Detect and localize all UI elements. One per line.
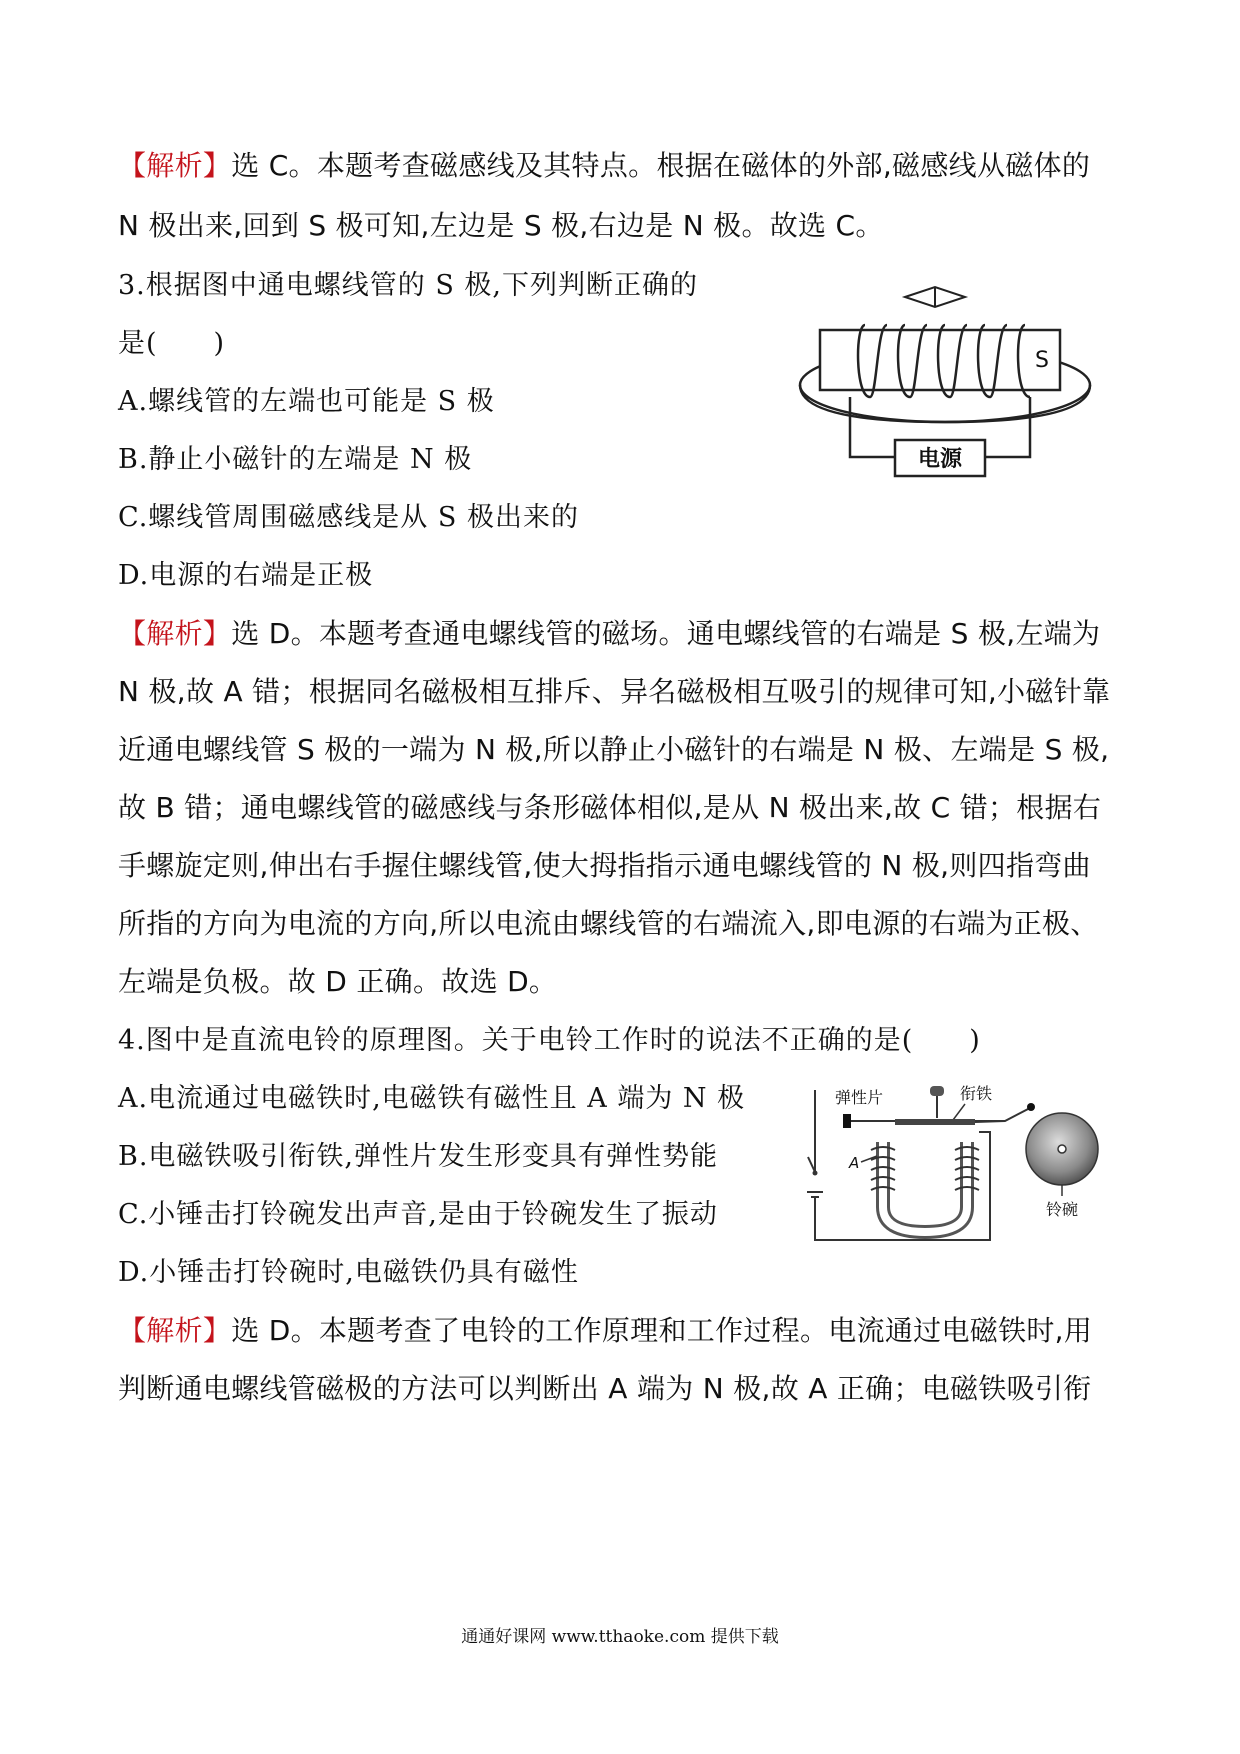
- explanation-3-line-6: 所指的方向为电流的方向,所以电流由螺线管的右端流入,即电源的右端为正极、: [118, 907, 1099, 940]
- question-4-option-a: A.电流通过电磁铁时,电磁铁有磁性且 A 端为 N 极: [118, 1083, 746, 1114]
- explanation-3-line-1: 【解析】选 D。本题考查通电螺线管的磁场。通电螺线管的右端是 S 极,左端为: [118, 617, 1101, 650]
- electromagnet-core: [883, 1142, 967, 1232]
- question-3-option-c: C.螺线管周围磁感线是从 S 极出来的: [118, 502, 579, 533]
- hammer-icon: [1027, 1103, 1035, 1111]
- explanation-4-line-1: 【解析】选 D。本题考查了电铃的工作原理和工作过程。电流通过电磁铁时,用: [118, 1314, 1093, 1347]
- screw-icon: [930, 1086, 944, 1096]
- solenoid-figure: [795, 285, 1095, 500]
- spring-plate-label: 弹性片: [835, 1088, 884, 1107]
- explanation-3-line-7: 左端是负极。故 D 正确。故选 D。: [118, 965, 558, 998]
- question-3-stem-line-1: 3.根据图中通电螺线管的 S 极,下列判断正确的: [118, 270, 699, 301]
- question-4-option-b: B.电磁铁吸引衔铁,弹性片发生形变具有弹性势能: [118, 1141, 719, 1172]
- explanation-2-line-2: N 极出来,回到 S 极可知,左边是 S 极,右边是 N 极。故选 C。: [118, 209, 884, 242]
- question-3-option-b: B.静止小磁针的左端是 N 极: [118, 444, 473, 475]
- explanation-3-line-3: 近通电螺线管 S 极的一端为 N 极,所以静止小磁针的右端是 N 极、左端是 S 极,: [118, 733, 1110, 766]
- explanation-2-line-1: 【解析】选 C。本题考查磁感线及其特点。根据在磁体的外部,磁感线从磁体的: [118, 149, 1091, 182]
- bell-gong-label: 铃碗: [1045, 1200, 1079, 1219]
- question-4-stem: 4.图中是直流电铃的原理图。关于电铃工作时的说法不正确的是( ): [118, 1025, 981, 1056]
- question-3-option-d: D.电源的右端是正极: [118, 560, 374, 591]
- question-4-option-d: D.小锤击打铃碗时,电磁铁仍具有磁性: [118, 1257, 579, 1288]
- question-4-option-c: C.小锤击打铃碗发出声音,是由于铃碗发生了振动: [118, 1199, 718, 1230]
- explanation-3-line-4: 故 B 错；通电螺线管的磁感线与条形磁体相似,是从 N 极出来,故 C 错；根据右: [118, 791, 1102, 824]
- point-a-label: A: [849, 1154, 860, 1172]
- explanation-4-line-2: 判断通电螺线管磁极的方法可以判断出 A 端为 N 极,故 A 正确；电磁铁吸引衔: [118, 1372, 1092, 1405]
- hammer-arm: [975, 1108, 1030, 1122]
- question-3-stem-line-2: 是( ): [118, 328, 226, 359]
- power-source-label: 电源: [917, 447, 963, 472]
- electric-bell-figure: [805, 1072, 1105, 1272]
- armature-label: 衔铁: [960, 1084, 993, 1103]
- switch-icon: [808, 1157, 815, 1172]
- explanation-3-line-5: 手螺旋定则,伸出右手握住螺线管,使大拇指指示通电螺线管的 N 极,则四指弯曲: [118, 849, 1091, 882]
- armature-bar: [895, 1119, 975, 1125]
- explanation-3-line-2: N 极,故 A 错；根据同名磁极相互排斥、异名磁极相互吸引的规律可知,小磁针靠: [118, 675, 1111, 708]
- answer-tag: 【解析】: [118, 149, 232, 182]
- solenoid-pole-label: S: [1035, 348, 1049, 373]
- question-3-option-a: A.螺线管的左端也可能是 S 极: [118, 386, 495, 417]
- contact-point: [843, 1114, 851, 1128]
- page-footer: 通通好课网 www.tthaoke.com 提供下载: [461, 1627, 779, 1647]
